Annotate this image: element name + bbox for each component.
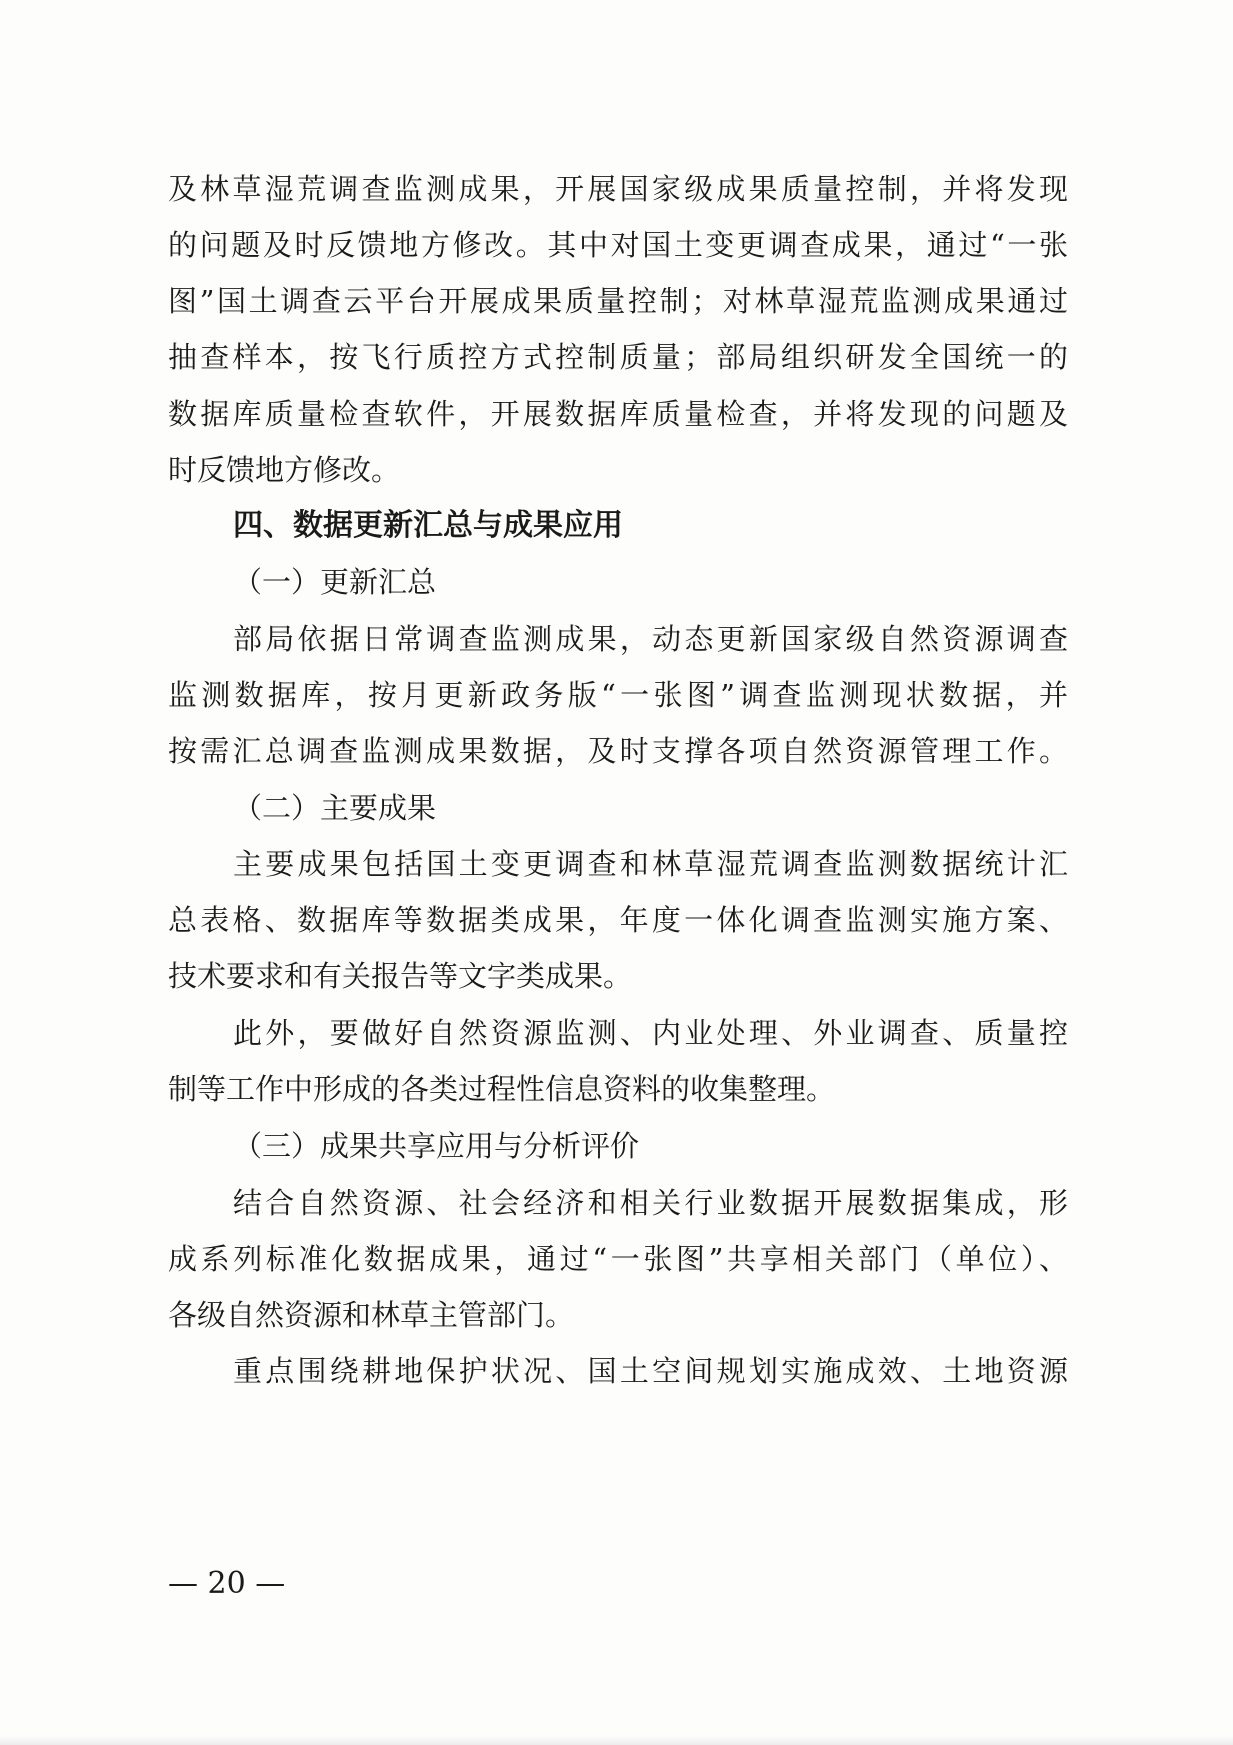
paragraph-line: 重点围绕耕地保护状况、国土空间规划实施成效、土地资源 [233, 1354, 1068, 1388]
paragraph-line: 各级自然资源和林草主管部门。 [168, 1298, 575, 1332]
paragraph-line: 及林草湿荒调查监测成果，开展国家级成果质量控制，并将发现 [168, 172, 1068, 206]
paragraph-line: 监测数据库，按月更新政务版“一张图”调查监测现状数据，并 [168, 678, 1068, 712]
paragraph-line: 数据库质量检查软件，开展数据库质量检查，并将发现的问题及 [168, 397, 1068, 431]
subsection-heading: （三）成果共享应用与分析评价 [233, 1129, 640, 1163]
paragraph-line: 技术要求和有关报告等文字类成果。 [168, 959, 633, 993]
paragraph-line: 总表格、数据库等数据类成果，年度一体化调查监测实施方案、 [168, 903, 1068, 937]
paragraph-line: 的问题及时反馈地方修改。其中对国土变更调查成果，通过“一张 [168, 228, 1068, 262]
subsection-heading: （一）更新汇总 [233, 565, 437, 599]
paragraph-line: 图”国土调查云平台开展成果质量控制；对林草湿荒监测成果通过 [168, 284, 1068, 318]
paragraph-line: 成系列标准化数据成果，通过“一张图”共享相关部门（单位）、 [168, 1242, 1068, 1276]
section-heading: 四、数据更新汇总与成果应用 [233, 508, 623, 543]
page-number: — 20 — [168, 1566, 286, 1601]
paragraph-line: 制等工作中形成的各类过程性信息资料的收集整理。 [168, 1072, 836, 1106]
paragraph-line: 抽查样本，按飞行质控方式控制质量；部局组织研发全国统一的 [168, 340, 1068, 374]
paragraph-line: 结合自然资源、社会经济和相关行业数据开展数据集成，形 [233, 1186, 1068, 1220]
paragraph-line: 此外，要做好自然资源监测、内业处理、外业调查、质量控 [233, 1016, 1068, 1050]
paragraph-line: 时反馈地方修改。 [168, 453, 401, 487]
paragraph-line: 部局依据日常调查监测成果，动态更新国家级自然资源调查 [233, 622, 1068, 656]
paragraph-line: 主要成果包括国土变更调查和林草湿荒调查监测数据统计汇 [233, 847, 1068, 881]
scan-edge [0, 1735, 1233, 1745]
paragraph-line: 按需汇总调查监测成果数据，及时支撑各项自然资源管理工作。 [168, 734, 1068, 768]
subsection-heading: （二）主要成果 [233, 791, 437, 825]
